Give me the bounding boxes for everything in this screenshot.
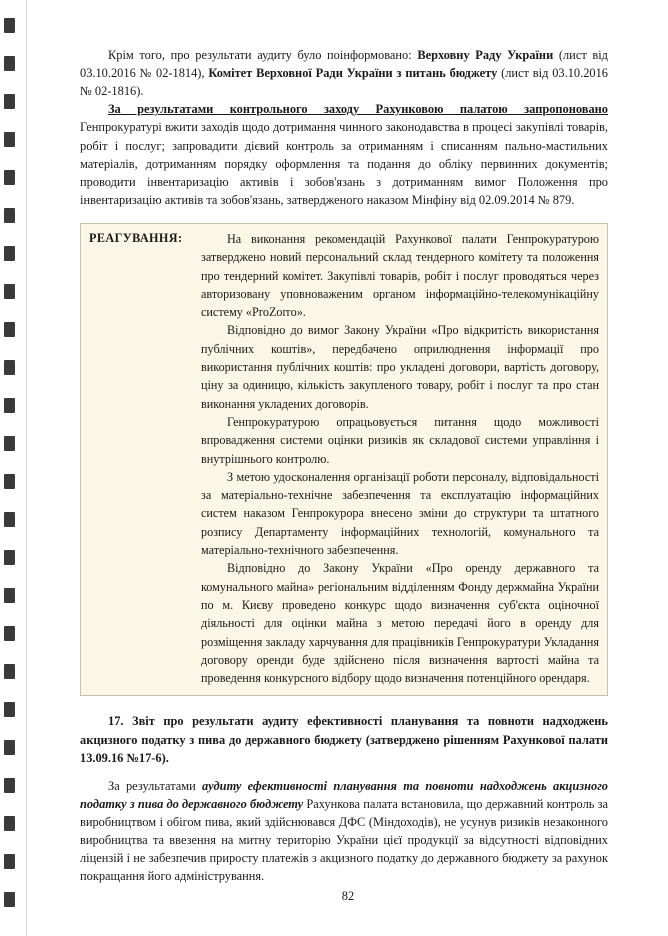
reaction-callout <box>80 223 608 696</box>
page-edge-line <box>26 0 27 936</box>
reaction-label: РЕАГУВАННЯ: <box>89 230 183 245</box>
run-text: Рахункова палата встановила, що державний контроль за виробництвом і обігом пива, який здійснювався ДФС (Міндоходів), не усунув ризиків незаконного виробництва та ввезення на митну територію України цієї продукції за відсутності відповідних ліцензій і не забезпечив приросту платежів з акцизного податку до державного бюджету за рахунок покращання його адміністрування. <box>80 796 608 884</box>
run-bold-italic: аудиту ефективності планування та повноти надходжень акцизного податку з пива до державного бюджету <box>80 778 608 811</box>
run-bold: Верховну Раду України <box>417 48 559 62</box>
document-page <box>28 0 668 936</box>
paragraph-informed <box>80 46 608 100</box>
reaction-paragraph: З метою удосконалення організації роботи персоналу, відповідальності за матеріально-технічне забезпечення та експлуатацію інформаційних систем наказом Генпрокурора внесено зміни до структури та штатного розпису Департаменту інформаційних технологій, комунального та матеріально-технічного забезпечення. <box>201 469 599 558</box>
run-text: (лист від 03.10.2016 № 02-1816). <box>80 66 608 99</box>
reaction-body <box>197 230 599 687</box>
run-text: Генпрокуратурі вжити заходів щодо дотримання чинного законодавства в процесі закупівлі товарів, робіт і послуг; запровадити дієвий контроль за отриманням і списанням пально-мастильних матеріалів, дотриманням порядку оформлення та подання до обліку первинних документів; проводити інвентаризацію активів і зобов'язань з дотриманням вимог Положення про інвентаризацію активів та зобов'язань, затвердженого наказом Мінфіну від 02.09.2014 № 879. <box>80 120 608 207</box>
page-number: 82 <box>341 889 355 903</box>
reaction-paragraph: Відповідно до Закону України «Про оренду державного та комунального майна» регіональним відділенням Фонду держмайна України по м. Києву проведено конкурс щодо визначення суб'єкта оціночної діяльності для оцінки майна з метою передачі його в оренду для розміщення закладу харчування для працівників Генпрокуратури Укладання договору оренди буде здійснено після визначення вартості майна та проведення конкурсного відбору щодо визначення потенційного орендаря. <box>201 561 599 686</box>
paragraph-recommendations <box>80 100 608 209</box>
section-body-17 <box>80 777 608 886</box>
section-heading-17 <box>80 712 608 766</box>
reaction-paragraph: На виконання рекомендацій Рахункової палати Генпрокуратурою затверджено новий персональний склад тендерного комітету та положення про тендерний комітет. Закупівлі товарів, робіт і послуг проводяться через авторизовану уповноваженим органом інформаційно-телекомунікаційну систему «ProZorro». <box>201 231 599 320</box>
run-text: (лист від 03.10.2016 № 02-1814), <box>80 48 608 81</box>
run-bold-underline: За результатами контрольного заходу Рахунковою палатою запропоновано <box>108 102 608 117</box>
run-bold: 17. Звіт про результати аудиту ефективності планування та повноти надходжень акцизного податку з пива до державного бюджету (затверджено рішенням Рахункової палати 13.09.16 №17-6). <box>80 714 608 765</box>
run-bold: Комітет Верховної Ради України з питань бюджету <box>208 66 502 81</box>
page-binding-edge <box>0 0 28 936</box>
reaction-paragraph: Генпрокуратурою опрацьовується питання щодо можливості впровадження системи оцінки ризиків як складової системи управління і внутрішнього контролю. <box>201 414 599 466</box>
document-body <box>80 46 608 885</box>
run-text: За результатами <box>108 778 203 793</box>
run-text: Крім того, про результати аудиту було поінформовано: <box>108 48 418 62</box>
reaction-paragraph: Відповідно до вимог Закону України «Про відкритість використання публічних коштів», передбачено оприлюднення інформації про використання публічних коштів: про укладені договори, вартість договору, ціну за одиницю, кількість закупленого товару, робіт і послуг та про стан виконання укладених договорів. <box>201 323 599 411</box>
